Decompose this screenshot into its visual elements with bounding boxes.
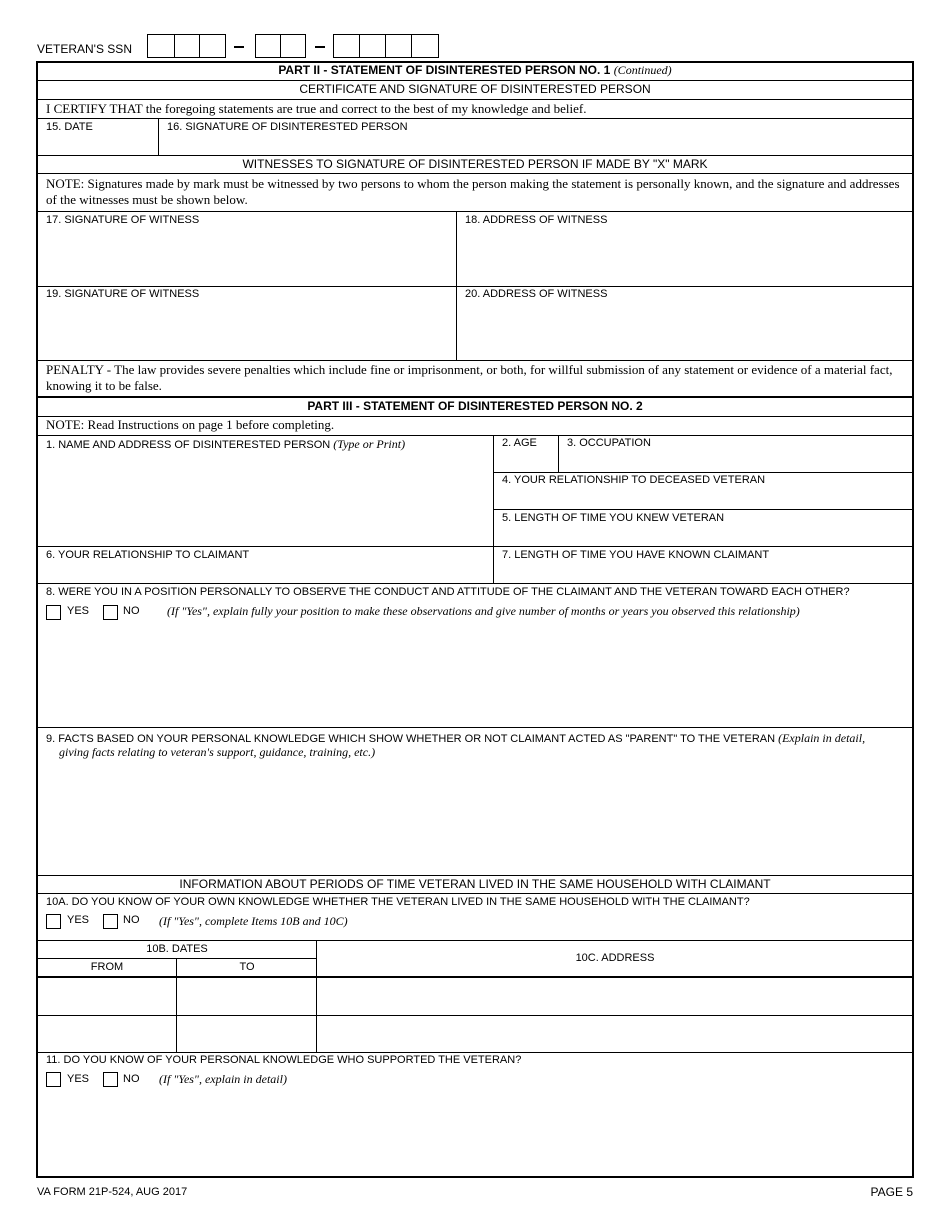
ssn-serial-field[interactable] (333, 34, 439, 58)
witness1-signature-field[interactable] (40, 230, 456, 286)
date-field[interactable] (40, 134, 159, 155)
item2-label: 2. AGE (502, 437, 537, 449)
item9-facts-field[interactable] (40, 763, 912, 875)
form-id: VA FORM 21P-524, AUG 2017 (37, 1186, 188, 1198)
item3-label: 3. OCCUPATION (567, 437, 651, 449)
certificate-heading: CERTIFICATE AND SIGNATURE OF DISINTERESTED PERSON (299, 82, 651, 96)
item18-label: 18. ADDRESS OF WITNESS (465, 214, 608, 226)
occupation-field[interactable] (562, 452, 912, 472)
part3-title: PART III - STATEMENT OF DISINTERESTED PERSON NO. 2 (307, 399, 643, 413)
row2-to-field[interactable] (180, 1017, 317, 1051)
disinterested-signature-field[interactable] (161, 134, 913, 155)
item10a-label: 10A. DO YOU KNOW OF YOUR OWN KNOWLEDGE WHETHER THE VETERAN LIVED IN THE SAME HOUSEHOLD WITH THE CLAIMANT? (46, 896, 750, 908)
row2-address-field[interactable] (320, 1017, 912, 1051)
to-label: TO (239, 961, 255, 973)
item5-label: 5. LENGTH OF TIME YOU KNEW VETERAN (502, 512, 725, 524)
item10a-yes-label: YES (67, 914, 90, 926)
item11-no-checkbox[interactable] (103, 1072, 118, 1087)
item15-label: 15. DATE (46, 121, 93, 133)
item10a-no-checkbox[interactable] (103, 914, 118, 929)
ssn-dash (234, 46, 244, 48)
item9-label: 9. FACTS BASED ON YOUR PERSONAL KNOWLEDGE WHICH SHOW WHETHER OR NOT CLAIMANT ACTED AS "PARENT" TO THE VETERAN (Explain in detail, (46, 731, 866, 745)
item7-label: 7. LENGTH OF TIME YOU HAVE KNOWN CLAIMANT (502, 549, 770, 561)
item10b-label: 10B. DATES (146, 943, 208, 955)
witness-heading: WITNESSES TO SIGNATURE OF DISINTERESTED PERSON IF MADE BY "X" MARK (242, 157, 708, 171)
page-number: PAGE 5 (870, 1185, 913, 1199)
household-heading: INFORMATION ABOUT PERIODS OF TIME VETERAN LIVED IN THE SAME HOUSEHOLD WITH CLAIMANT (179, 877, 771, 891)
item8-label: 8. WERE YOU IN A POSITION PERSONALLY TO OBSERVE THE CONDUCT AND ATTITUDE OF THE CLAIMANT AND THE VETERAN TOWARD EACH OTHER? (46, 586, 850, 598)
item11-yes-checkbox[interactable] (46, 1072, 61, 1087)
item4-label: 4. YOUR RELATIONSHIP TO DECEASED VETERAN (502, 474, 766, 486)
witness2-address-field[interactable] (460, 304, 912, 362)
item8-yes-label: YES (67, 605, 90, 617)
relationship-veteran-field[interactable] (497, 489, 912, 509)
name-address-field[interactable] (40, 454, 494, 546)
item19-label: 19. SIGNATURE OF WITNESS (46, 288, 200, 300)
witness1-address-field[interactable] (460, 230, 912, 288)
from-label: FROM (90, 961, 124, 973)
ssn-dash (315, 46, 325, 48)
item8-no-label: NO (123, 605, 140, 617)
item16-label: 16. SIGNATURE OF DISINTERESTED PERSON (167, 121, 408, 133)
item8-explanation-field[interactable] (40, 624, 912, 728)
item17-label: 17. SIGNATURE OF WITNESS (46, 214, 200, 226)
time-known-claimant-field[interactable] (497, 563, 912, 583)
item11-hint: (If "Yes", explain in detail) (159, 1072, 287, 1086)
time-knew-veteran-field[interactable] (497, 526, 912, 546)
relationship-claimant-field[interactable] (40, 563, 494, 583)
ssn-area-field[interactable] (147, 34, 226, 58)
part2-title: PART II - STATEMENT OF DISINTERESTED PERSON NO. 1 (Continued) (278, 63, 672, 77)
witness-note: NOTE: Signatures made by mark must be witnessed by two persons to whom the person making the statement is personally known, and the signature and addresses of the witnesses must be shown below. (46, 176, 900, 207)
item10a-yes-checkbox[interactable] (46, 914, 61, 929)
item8-no-checkbox[interactable] (103, 605, 118, 620)
item8-yes-checkbox[interactable] (46, 605, 61, 620)
age-field[interactable] (497, 452, 559, 472)
penalty-statement: PENALTY - The law provides severe penalties which include fine or imprisonment, or both, for willful submission of any statement or evidence of a material fact, knowing it to be false. (46, 362, 893, 393)
item11-no-label: NO (123, 1073, 140, 1085)
row2-from-field[interactable] (40, 1017, 177, 1051)
item20-label: 20. ADDRESS OF WITNESS (465, 288, 608, 300)
item6-label: 6. YOUR RELATIONSHIP TO CLAIMANT (46, 549, 250, 561)
item11-yes-label: YES (67, 1073, 90, 1085)
item11-explanation-field[interactable] (40, 1092, 912, 1176)
item9-hint-continued: giving facts relating to veteran's support, guidance, training, etc.) (59, 745, 376, 759)
item8-hint: (If "Yes", explain fully your position to make these observations and give number of months or years you observed this relationship) (167, 604, 800, 618)
item1-label: 1. NAME AND ADDRESS OF DISINTERESTED PERSON (Type or Print) (46, 437, 406, 451)
row1-address-field[interactable] (320, 980, 912, 1014)
certify-statement: I CERTIFY THAT the foregoing statements are true and correct to the best of my knowledge and belief. (46, 101, 587, 116)
witness2-signature-field[interactable] (40, 304, 456, 360)
item10a-no-label: NO (123, 914, 140, 926)
part3-note: NOTE: Read Instructions on page 1 before completing. (46, 417, 335, 432)
row1-to-field[interactable] (180, 980, 317, 1014)
ssn-label: VETERAN'S SSN (37, 42, 132, 56)
item10c-label: 10C. ADDRESS (575, 952, 655, 964)
item11-label: 11. DO YOU KNOW OF YOUR PERSONAL KNOWLEDGE WHO SUPPORTED THE VETERAN? (46, 1054, 522, 1066)
row1-from-field[interactable] (40, 980, 177, 1014)
ssn-group-field[interactable] (255, 34, 306, 58)
item10a-hint: (If "Yes", complete Items 10B and 10C) (159, 914, 348, 928)
